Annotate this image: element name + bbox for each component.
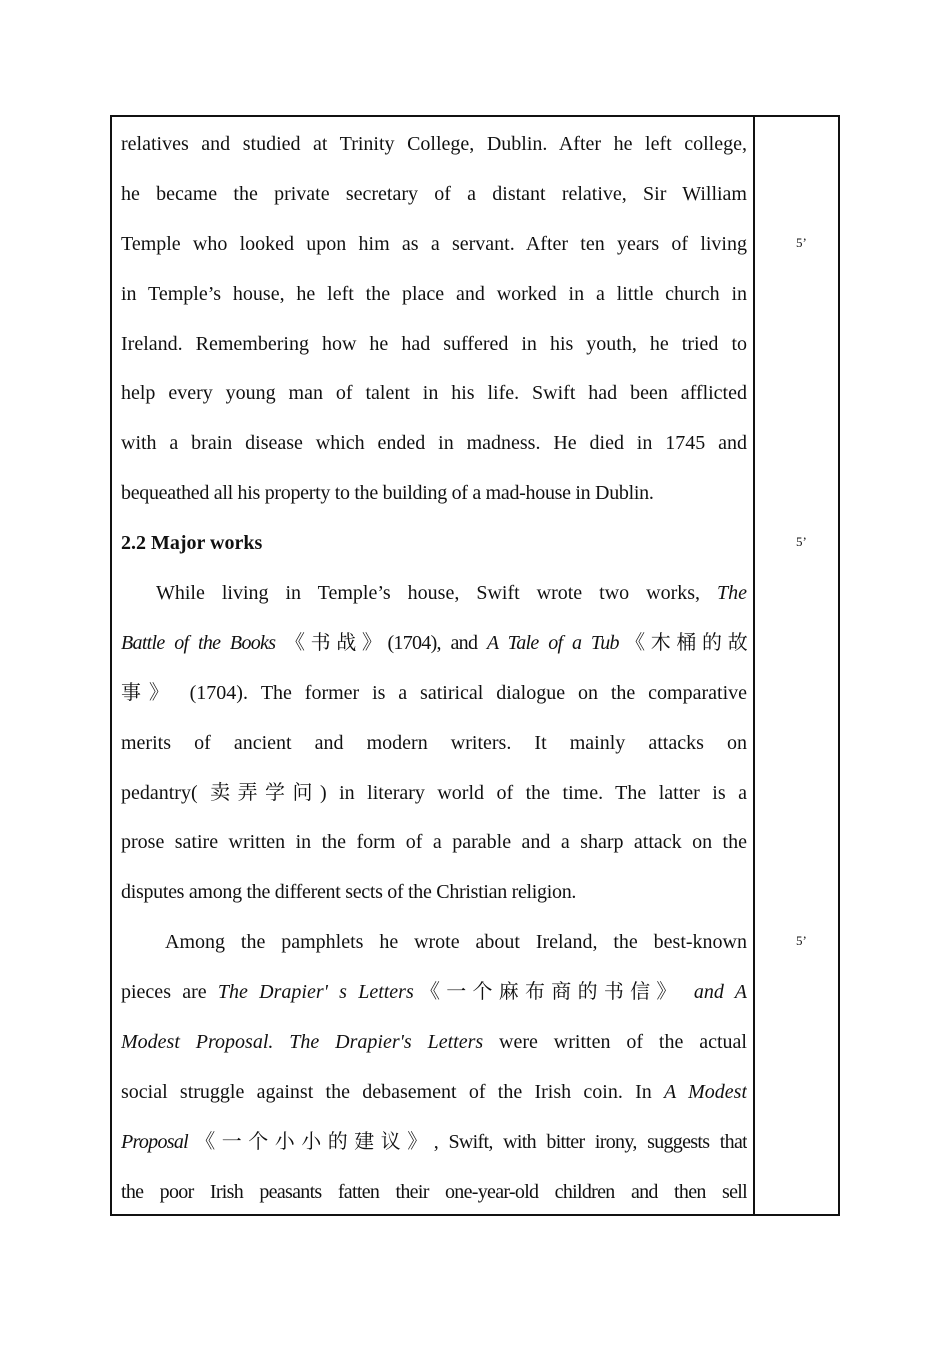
paragraph-line: [121, 178, 747, 228]
italic-text: The: [717, 582, 747, 605]
text-run: bequeathed all his property to the building of a mad-house in Dublin.: [121, 482, 654, 505]
paragraph-line: [121, 727, 747, 777]
text-run: help every young man of talent in his life. Swift had been afflicted: [121, 382, 747, 405]
text-run: 事》 (1704). The former is a satirical dialogue on the comparative: [121, 681, 747, 704]
text-run: Among the pamphlets he wrote about Ireland, the best-known: [165, 931, 747, 954]
paragraph-line: [121, 377, 747, 427]
text-run: 《书战》(1704), and: [275, 631, 487, 654]
text-run: the poor Irish peasants fatten their one-year-old children and then sell: [121, 1180, 747, 1203]
paragraph-line: [121, 826, 747, 876]
text-run: pedantry( 卖弄学问) in literary world of the time. The latter is a: [121, 781, 747, 804]
text-run: While living in Temple’s house, Swift wrote two works,: [156, 582, 717, 605]
text-run: 《木桶的故: [618, 631, 747, 654]
text-run: pieces are: [121, 981, 218, 1004]
text-run: in Temple’s house, he left the place and worked in a little church in: [121, 282, 747, 305]
column-divider: [753, 117, 755, 1214]
text-run: 《一个麻布商的书信》: [413, 981, 694, 1004]
italic-text: Modest Proposal. The Drapier's Letters: [121, 1031, 484, 1054]
paragraph-line: [121, 577, 747, 627]
text-run: 2.2 Major works: [121, 532, 263, 555]
lesson-table: [110, 115, 840, 1216]
paragraph-line: [121, 278, 747, 328]
text-run: merits of ancient and modern writers. It mainly attacks on: [121, 731, 747, 754]
paragraph-line: [121, 876, 747, 926]
italic-text: and A: [693, 981, 747, 1004]
text-run: disputes among the different sects of the Christian religion.: [121, 881, 577, 904]
text-run: prose satire written in the form of a parable and a sharp attack on the: [121, 831, 747, 854]
italic-text: Battle of the Books: [121, 631, 276, 654]
section-heading: [121, 527, 747, 577]
paragraph-line: [121, 128, 747, 178]
time-mark: 5’: [796, 933, 807, 948]
text-run: were written of the actual: [483, 1031, 747, 1054]
italic-text: A Tale of a Tub: [486, 631, 619, 654]
time-mark: 5’: [796, 235, 807, 250]
text-run: 《一个小小的建议》, Swift, with bitter irony, suggests that: [188, 1130, 747, 1153]
paragraph-line: [121, 1076, 747, 1126]
time-mark: 5’: [796, 534, 807, 549]
text-run: social struggle against the debasement of the Irish coin. In: [121, 1080, 665, 1103]
italic-text: A Modest: [664, 1080, 747, 1103]
paragraph-line: [121, 1126, 747, 1176]
paragraph-line: [121, 328, 747, 378]
text-column: [121, 128, 747, 1226]
paragraph-line: [121, 777, 747, 827]
text-run: with a brain disease which ended in madness. He died in 1745 and: [121, 432, 747, 455]
paragraph-line: [121, 1026, 747, 1076]
paragraph-line: [121, 427, 747, 477]
text-run: relatives and studied at Trinity College, Dublin. After he left college,: [121, 133, 747, 155]
text-run: Temple who looked upon him as a servant. After ten years of living: [121, 232, 747, 255]
italic-text: Proposal: [121, 1130, 188, 1153]
text-run: Ireland. Remembering how he had suffered in his youth, he tried to: [121, 332, 747, 355]
paragraph-line: [121, 627, 747, 677]
paragraph-line: [121, 228, 747, 278]
paragraph-line: [121, 926, 747, 976]
paragraph-line: [121, 976, 747, 1026]
text-run: he became the private secretary of a distant relative, Sir William: [121, 182, 747, 205]
italic-text: The Drapier' s Letters: [217, 981, 414, 1004]
paragraph-line: [121, 677, 747, 727]
paragraph-line: [121, 1176, 747, 1226]
paragraph-line: [121, 477, 747, 527]
